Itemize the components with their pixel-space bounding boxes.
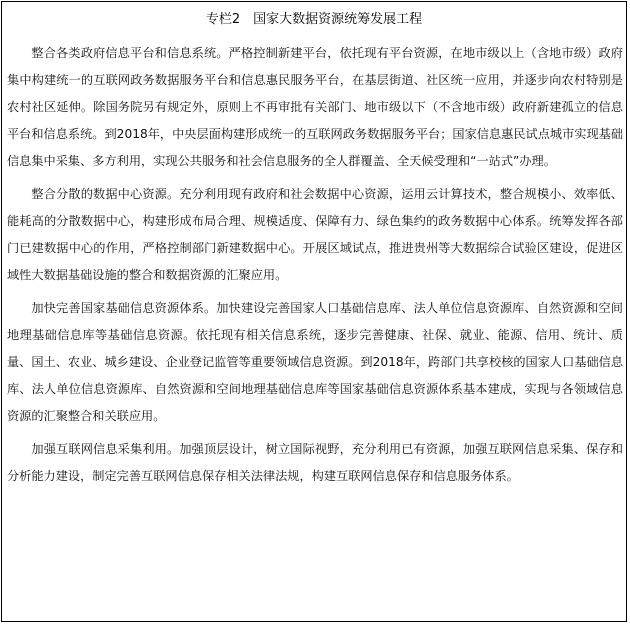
feature-box — [1, 1, 627, 622]
paragraph-integrate-data-centers: 整合分散的数据中心资源。充分利用现有政府和社会数据中心资源，运用云计算技术，整合规模小、效率低、能耗高的分散数据中心，构建形成布局合理、规模适度、保障有力、绿色集约的政务数据中心体系。统筹发挥各部门已建数据中心的作用，严格控制部门新建数据中心。开展区域试点，推进贵州等大数据综合试验区建设，促进区域性大数据基础设施的整合和数据资源的汇聚应用。 — [7, 187, 623, 282]
box-content — [7, 40, 623, 496]
paragraph-basic-information-resources: 加快完善国家基础信息资源体系。加快建设完善国家人口基础信息库、法人单位信息资源库、自然资源和空间地理基础信息库等基础信息资源。依托现有相关信息系统，逐步完善健康、社保、就业、能源、信用、统计、质量、国土、农业、城乡建设、企业登记监管等重要领域信息资源。到2018年，跨部门共享校核的国家人口基础信息库、法人单位信息资源库、自然资源和空间地理基础信息库等国家基础信息资源体系基本建成，实现与各领域信息资源的汇聚整合和关联应用。 — [7, 301, 624, 423]
paragraph-integrate-platforms: 整合各类政府信息平台和信息系统。严格控制新建平台，依托现有平台资源，在地市级以上（含地市级）政府集中构建统一的互联网政务数据服务平台和信息惠民服务平台，在基层街道、社区统一应用，并逐步向农村特别是农村社区延伸。除国务院另有规定外，原则上不再审批有关部门、地市级以下（不含地市级）政府新建孤立的信息平台和信息系统。到2018年，中央层面构建形成统一的互联网政务数据服务平台；国家信息惠民试点城市实现基础信息集中采集、多方利用，实现公共服务和社会信息服务的全人群覆盖、全天候受理和“一站式”办理。 — [7, 46, 624, 168]
box-title: 专栏2 国家大数据资源统筹发展工程 — [205, 12, 423, 27]
paragraph-internet-information-collection: 加强互联网信息采集利用。加强顶层设计，树立国际视野，充分利用已有资源，加强互联网信息采集、保存和分析能力建设，制定完善互联网信息保存相关法律法规，构建互联网信息保存和信息服务体系。 — [7, 442, 623, 483]
